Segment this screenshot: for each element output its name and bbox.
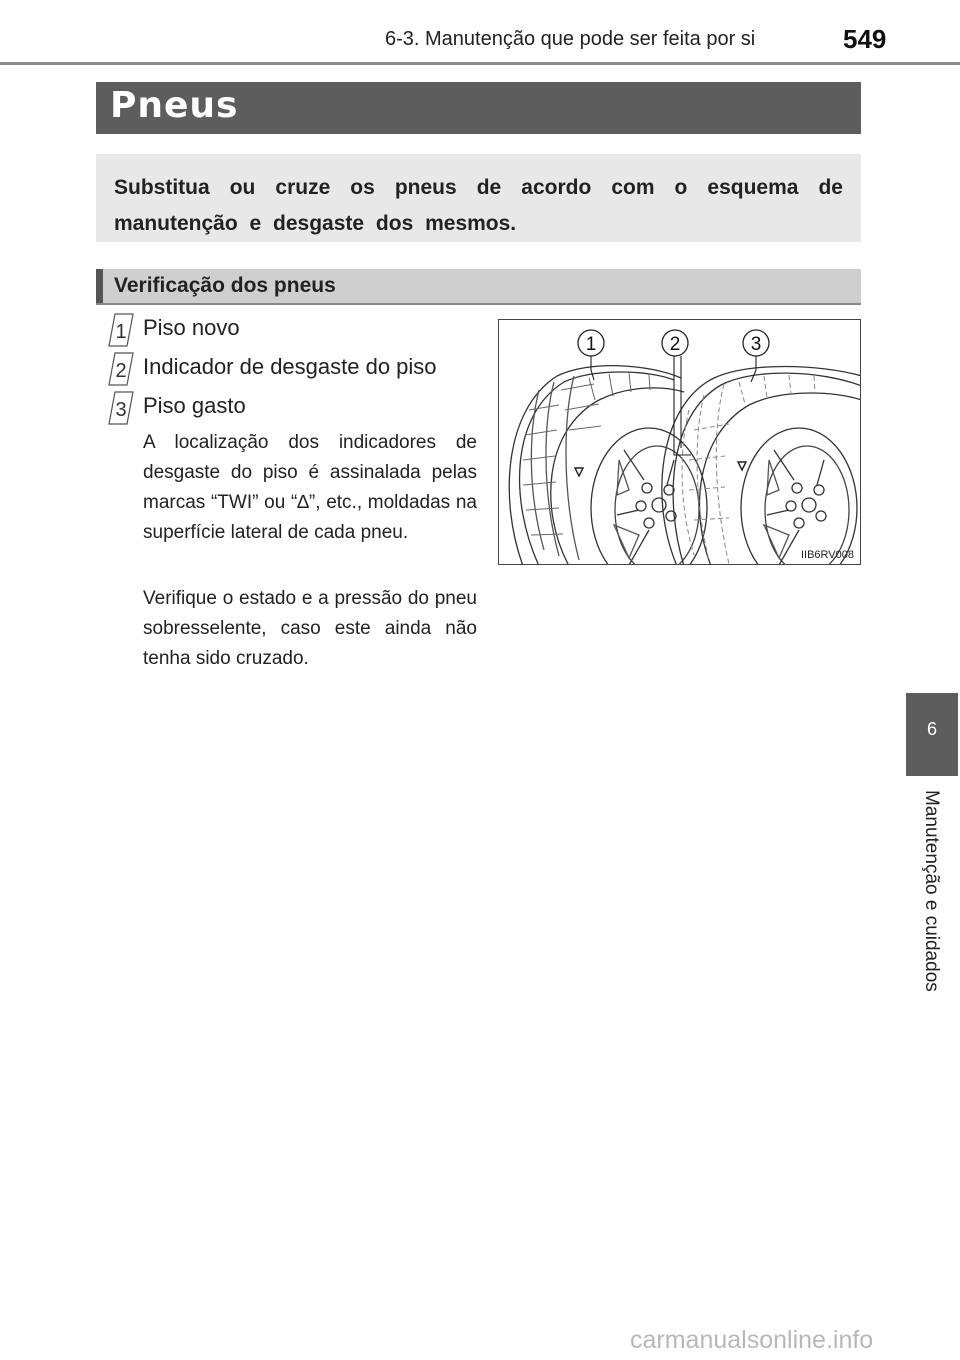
note-paragraph: A localização dos indicadores de desgaste do piso é assinalada pelas marcas “TWI” ou “∆”, etc., moldadas na superfície lateral de cada pneu. [143,432,477,543]
page-number: 549 [843,24,887,54]
tire-illustration [499,320,861,565]
chapter-number: 6 [926,719,937,739]
header-divider [0,62,960,65]
item-label: Indicador de desgaste do piso [143,354,437,379]
note-paragraph: Verifique o estado e a pressão do pneu sobresselente, caso este ainda não tenha sido cruzado. [143,588,477,669]
item-number-icon [108,313,134,347]
svg-text:2: 2 [115,360,127,382]
svg-text:1: 1 [115,321,127,343]
figure-code: IIB6RV008 [800,549,854,561]
chapter-tab [906,693,958,776]
section-title: 6-3. Manutenção que pode ser feita por si [385,28,756,50]
page-title-band [96,82,861,134]
page-title: Pneus [110,85,239,126]
intro-text: Substitua ou cruze os pneus de acordo com o esquema de manutenção e desgaste dos mesmos. [114,176,843,235]
tire-figure [498,319,861,565]
svg-text:3: 3 [750,334,762,355]
subheading: Verificação dos pneus [114,274,336,297]
svg-text:3: 3 [115,399,127,421]
chapter-name: Manutenção e cuidados [921,790,942,992]
intro-box [96,154,861,242]
item-label: Piso novo [143,315,240,340]
subheading-band [96,269,861,305]
watermark: carmanualsonline.info [630,1326,874,1354]
item-label: Piso gasto [143,393,246,418]
svg-text:1: 1 [585,334,597,355]
svg-text:2: 2 [669,334,681,355]
subheading-accent [96,269,103,303]
item-number-icon [108,391,134,425]
item-number-icon [108,352,134,386]
